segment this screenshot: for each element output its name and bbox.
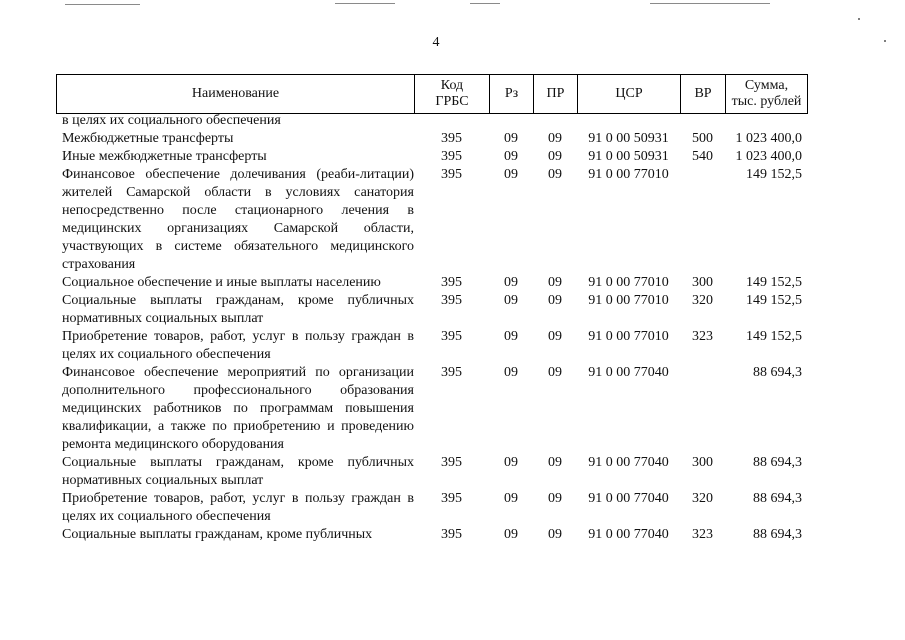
row-csr bbox=[577, 112, 680, 130]
row-csr: 91 0 00 50931 bbox=[588, 149, 669, 164]
row-vr: 300 bbox=[692, 455, 713, 470]
header-pr: ПР bbox=[533, 75, 577, 113]
row-vr bbox=[680, 112, 725, 130]
scan-artifact-line bbox=[65, 4, 140, 5]
row-grbs: 395 bbox=[441, 455, 462, 470]
table-header bbox=[56, 74, 808, 114]
row-rz: 09 bbox=[504, 365, 518, 380]
row-grbs bbox=[414, 112, 489, 130]
table-row bbox=[56, 292, 808, 328]
row-rz: 09 bbox=[504, 329, 518, 344]
row-grbs: 395 bbox=[441, 329, 462, 344]
header-sum-line1: Сумма, bbox=[744, 78, 789, 93]
row-pr: 09 bbox=[548, 149, 562, 164]
header-csr: ЦСР bbox=[577, 75, 680, 113]
row-pr: 09 bbox=[548, 365, 562, 380]
table-row bbox=[56, 148, 808, 166]
row-csr: 91 0 00 77040 bbox=[588, 455, 669, 470]
scan-speck bbox=[858, 18, 860, 20]
scan-artifact-line bbox=[650, 3, 770, 4]
header-grbs-line2: ГРБС bbox=[435, 94, 469, 109]
row-pr: 09 bbox=[548, 455, 562, 470]
row-rz: 09 bbox=[504, 491, 518, 506]
table-body bbox=[56, 112, 808, 544]
row-pr: 09 bbox=[548, 275, 562, 290]
row-grbs: 395 bbox=[441, 275, 462, 290]
scan-artifact-line bbox=[470, 3, 500, 4]
row-sum: 88 694,3 bbox=[753, 491, 802, 506]
row-vr: 323 bbox=[692, 329, 713, 344]
header-grbs bbox=[414, 75, 489, 113]
row-sum: 149 152,5 bbox=[746, 293, 802, 308]
header-sum bbox=[725, 75, 808, 113]
row-pr bbox=[533, 112, 577, 130]
row-vr bbox=[680, 364, 725, 454]
row-vr: 320 bbox=[692, 491, 713, 506]
row-name: Социальные выплаты гражданам, кроме публичных нормативных социальных выплат bbox=[62, 455, 414, 488]
row-grbs: 395 bbox=[441, 491, 462, 506]
row-vr: 323 bbox=[692, 527, 713, 542]
header-rz: Рз bbox=[489, 75, 533, 113]
row-grbs: 395 bbox=[441, 131, 462, 146]
row-sum: 149 152,5 bbox=[746, 329, 802, 344]
row-sum: 88 694,3 bbox=[753, 455, 802, 470]
table-row bbox=[56, 130, 808, 148]
row-pr: 09 bbox=[548, 491, 562, 506]
row-sum: 88 694,3 bbox=[753, 365, 802, 380]
scan-artifact-line bbox=[335, 3, 395, 4]
row-name: Социальное обеспечение и иные выплаты населению bbox=[62, 275, 381, 290]
header-name: Наименование bbox=[56, 75, 414, 113]
table-row bbox=[56, 526, 808, 544]
row-csr: 91 0 00 77040 bbox=[588, 527, 669, 542]
table-row bbox=[56, 454, 808, 490]
row-name: Иные межбюджетные трансферты bbox=[62, 149, 267, 164]
row-csr: 91 0 00 77010 bbox=[588, 275, 669, 290]
row-grbs: 395 bbox=[441, 527, 462, 542]
row-pr: 09 bbox=[548, 329, 562, 344]
table-row bbox=[56, 364, 808, 454]
row-vr: 300 bbox=[692, 275, 713, 290]
row-pr: 09 bbox=[548, 293, 562, 308]
row-csr: 91 0 00 50931 bbox=[588, 131, 669, 146]
row-sum bbox=[725, 112, 808, 130]
table-row bbox=[56, 112, 808, 130]
header-vr: ВР bbox=[680, 75, 725, 113]
row-rz: 09 bbox=[504, 149, 518, 164]
row-vr: 540 bbox=[692, 149, 713, 164]
row-csr: 91 0 00 77010 bbox=[588, 167, 669, 182]
row-sum: 149 152,5 bbox=[746, 167, 802, 182]
row-grbs: 395 bbox=[441, 167, 462, 182]
row-name: в целях их социального обеспечения bbox=[62, 113, 281, 128]
row-rz: 09 bbox=[504, 131, 518, 146]
row-grbs: 395 bbox=[441, 149, 462, 164]
row-vr: 320 bbox=[692, 293, 713, 308]
row-name: Социальные выплаты гражданам, кроме публичных bbox=[62, 527, 373, 542]
row-sum: 149 152,5 bbox=[746, 275, 802, 290]
row-name: Финансовое обеспечение долечивания (реаби-литации) жителей Самарской области в условиях санатория непосредственно после стационарного лечения в медицинских организациях Самарской области, участвующих в системе обязательного медицинского страхования bbox=[62, 167, 414, 272]
row-rz: 09 bbox=[504, 275, 518, 290]
row-csr: 91 0 00 77010 bbox=[588, 293, 669, 308]
row-rz: 09 bbox=[504, 455, 518, 470]
row-rz: 09 bbox=[504, 293, 518, 308]
row-vr: 500 bbox=[692, 131, 713, 146]
row-grbs: 395 bbox=[441, 365, 462, 380]
row-name: Межбюджетные трансферты bbox=[62, 131, 234, 146]
row-sum: 1 023 400,0 bbox=[735, 149, 802, 164]
row-grbs: 395 bbox=[441, 293, 462, 308]
row-sum: 88 694,3 bbox=[753, 527, 802, 542]
row-name: Приобретение товаров, работ, услуг в пользу граждан в целях их социального обеспечения bbox=[62, 491, 414, 524]
row-csr: 91 0 00 77040 bbox=[588, 491, 669, 506]
row-name: Приобретение товаров, работ, услуг в пользу граждан в целях их социального обеспечения bbox=[62, 329, 414, 362]
row-rz: 09 bbox=[504, 167, 518, 182]
row-csr: 91 0 00 77040 bbox=[588, 365, 669, 380]
row-name: Финансовое обеспечение мероприятий по организации дополнительного профессионального образования медицинских работников по программам повышения квалификации, а также по приобретению и проведению ремонта медицинского оборудования bbox=[62, 365, 414, 452]
row-vr bbox=[680, 166, 725, 274]
table-row bbox=[56, 274, 808, 292]
row-name: Социальные выплаты гражданам, кроме публичных нормативных социальных выплат bbox=[62, 293, 414, 326]
header-sum-line2: тыс. рублей bbox=[731, 94, 802, 109]
header-grbs-line1: Код bbox=[440, 78, 464, 93]
scan-speck bbox=[884, 40, 886, 42]
row-pr: 09 bbox=[548, 167, 562, 182]
row-rz bbox=[489, 112, 533, 130]
page-number: 4 bbox=[432, 35, 440, 50]
row-rz: 09 bbox=[504, 527, 518, 542]
table-row bbox=[56, 328, 808, 364]
row-pr: 09 bbox=[548, 527, 562, 542]
row-sum: 1 023 400,0 bbox=[735, 131, 802, 146]
row-csr: 91 0 00 77010 bbox=[588, 329, 669, 344]
row-pr: 09 bbox=[548, 131, 562, 146]
table-row bbox=[56, 166, 808, 274]
table-row bbox=[56, 490, 808, 526]
